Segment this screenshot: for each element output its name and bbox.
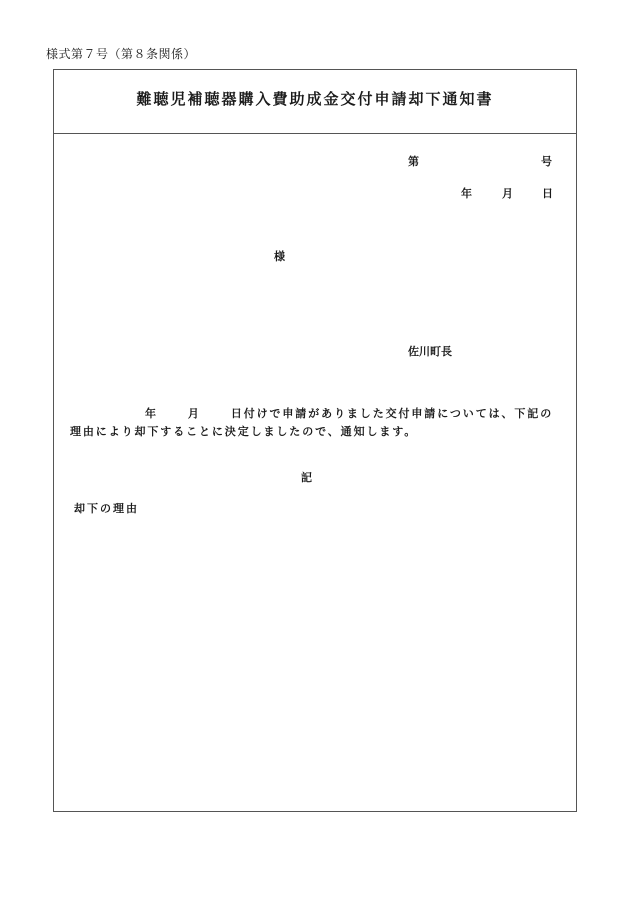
sender: 佐川町長 [408, 345, 452, 358]
body-line1-text: 日付けで申請がありました交付申請については、下記の [230, 407, 554, 420]
date-day: 日 [542, 187, 553, 200]
ki-heading: 記 [301, 471, 312, 484]
date-year: 年 [461, 187, 472, 200]
body-line2-text: 理由により却下することに決定しましたので、通知します。 [70, 425, 418, 438]
notice-body [70, 405, 562, 441]
document-number-suffix: 号 [541, 155, 552, 168]
date-month: 月 [502, 187, 513, 200]
document-number-prefix: 第 [408, 155, 419, 168]
document-frame [53, 69, 577, 812]
addressee-suffix: 様 [274, 250, 285, 263]
body-year: 年 [145, 407, 158, 420]
title-row [54, 70, 576, 134]
document-title: 難聴児補聴器購入費助成金交付申請却下通知書 [136, 90, 494, 108]
body-month: 月 [187, 407, 201, 420]
form-number: 様式第７号（第８条関係） [46, 47, 197, 61]
rejection-reason-label: 却下の理由 [74, 502, 139, 515]
